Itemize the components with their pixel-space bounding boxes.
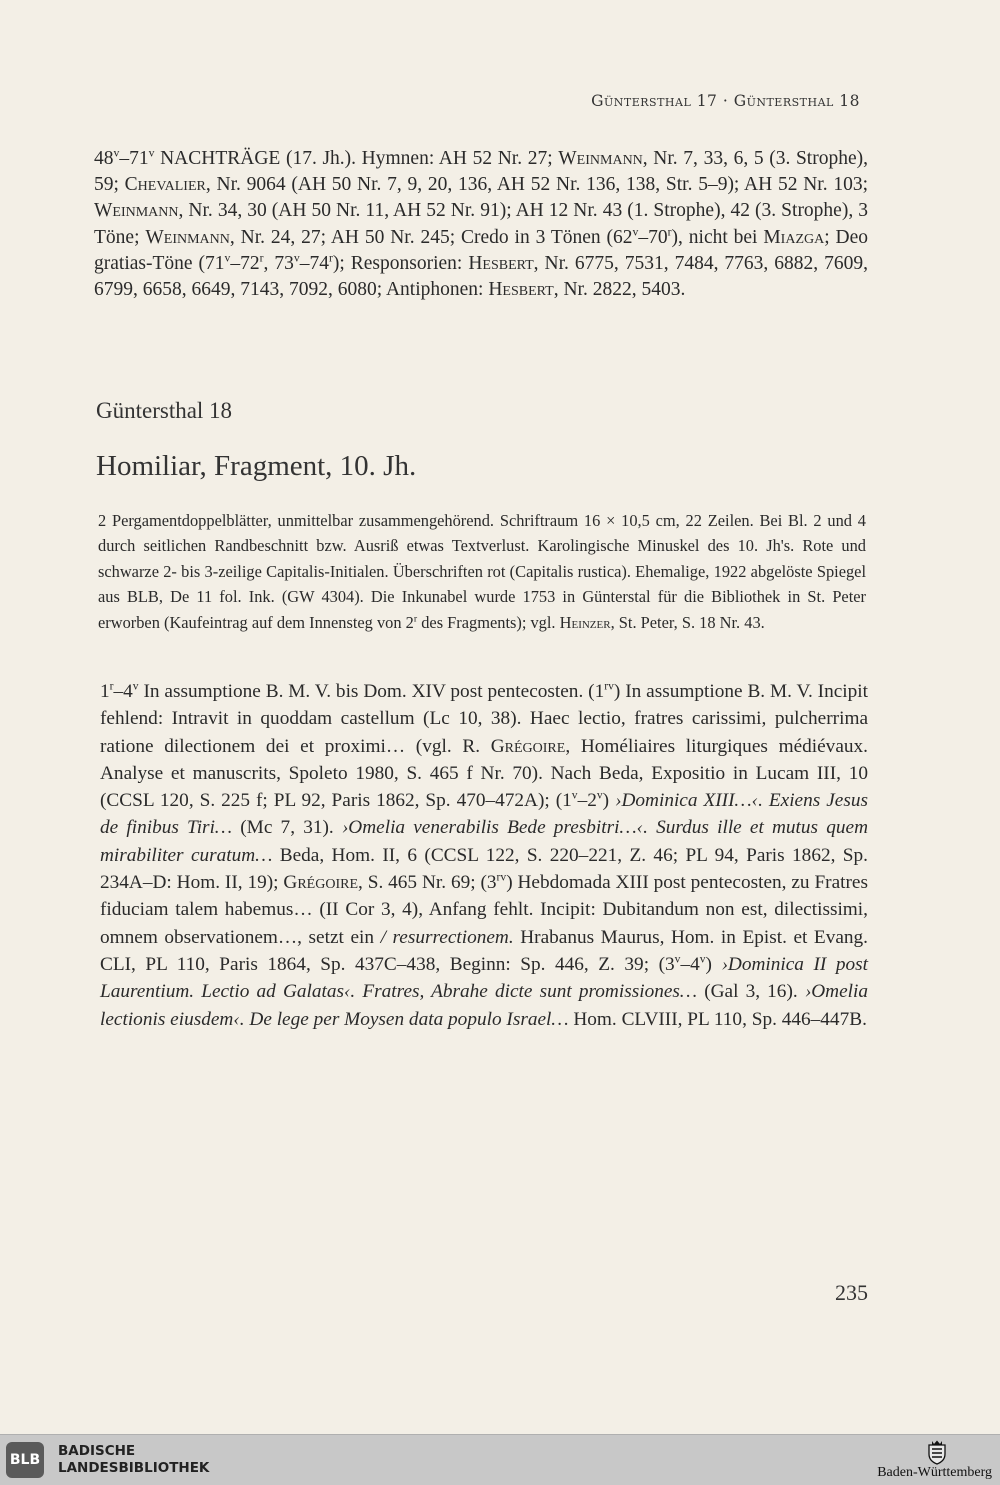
coat-of-arms-icon (926, 1439, 948, 1465)
paragraph-nachtraege: 48$^v$–71$^v$ NACHTRÄGE (17. Jh.). Hymnen: AH 52 Nr. 27; Weinmann, Nr. 7, 33, 6, 5 (3. Strophe), 59; Chevalier, Nr. 9064 (AH 50 Nr. 7, 9, 20, 136, AH 52 Nr. 136, 138, Str. 5–9); AH 52 Nr. 103; Weinmann, Nr. 34, 30 (AH 50 Nr. 11, AH 52 Nr. 91); AH 12 Nr. 43 (1. Strophe), 42 (3. Strophe), 3 Töne; Weinmann, Nr. 24, 27; AH 50 Nr. 245; Credo in 3 Tönen (62$^v$–70$^r$), nicht bei Miazga; Deo gratias-Töne (71$^v$–72$^r$, 73$^v$–74$^r$); Responsorien: Hesbert, Nr. 6775, 7531, 7484, 7763, 6882, 7609, 6799, 6658, 6649, 7143, 7092, 6080; Antiphonen: Hesbert, Nr. 2822, 5403. (94, 146, 869, 301)
entry-title: Homiliar, Fragment, 10. Jh. (96, 450, 417, 482)
library-name-line2: LANDESBIBLIOTHEK (58, 1460, 210, 1476)
physical-description: 2 Pergamentdoppelblätter, unmittelbar zusammengehörend. Schriftraum 16 × 10,5 cm, 22 Zeilen. Bei Bl. 2 und 4 durch seitlichen Randbeschnitt bzw. Ausriß etwas Textverlust. Karolingische Minuskel des 10. Jh's. Rote und schwarze 2- bis 3-zeilige Capitalis-Initialen. Überschriften rot (Capitalis rustica). Ehemalige, 1922 abgelöste Spiegel aus BLB, De 11 fol. Ink. (GW 4304). Die Inkunabel wurde 1753 in Günterstal für die Bibliothek in St. Peter erworben (Kaufeintrag auf dem Innensteg von 2$^r$ des Fragments); vgl. Heinzer, St. Peter, S. 18 Nr. 43. (98, 511, 866, 632)
footer-bar (0, 1434, 1000, 1485)
shelfmark-heading: Güntersthal 18 (96, 398, 233, 423)
library-name-line1: BADISCHE (58, 1443, 136, 1459)
page-number: 235 (835, 1280, 868, 1305)
library-name (58, 1443, 209, 1477)
running-head: Güntersthal 17 · Güntersthal 18 (591, 92, 860, 110)
state-name: Baden-Württemberg (877, 1465, 992, 1480)
blb-logo[interactable]: BLB (6, 1442, 44, 1478)
contents-description: 1$^r$–4$^v$ In assumptione B. M. V. bis Dom. XIV post pentecosten. $(1^{rv})$ In assumptione B. M. V. Incipit fehlend: Intravit in quoddam castellum (Lc 10, 38). Haec lectio, fratres carissimi, pulcherrima ratione dilectionem dei et proximi… (vgl. R. Grégoire, Homéliaires liturgiques médiévaux. Analyse et manuscrits, Spoleto 1980, S. 465 f Nr. 70). Nach Beda, Expositio in Lucam III, 10 (CCSL 120, S. 225 f; PL 92, Paris 1862, Sp. 470–472A); (1$^v$–2$^v$) ›Dominica XIII…‹. Exiens Jesus de finibus Tiri… (Mc 7, 31). ›Omelia venerabilis Bede presbitri…‹. Surdus ille et mutus quem mirabiliter curatum… Beda, Hom. II, 6 (CCSL 122, S. 220–221, Z. 46; PL 94, Paris 1862, Sp. 234A–D: Hom. II, 19); Grégoire, S. 465 Nr. 69; $(3^{rv})$ Hebdomada XIII post pentecosten, zu Fratres fiduciam talem habemus… (II Cor 3, 4), Anfang fehlt. Incipit: Dubitandum non est, dilectissimi, omnem observationem…, setzt ein / resurrectionem. Hrabanus Maurus, Hom. in Epist. et Evang. CLI, PL 110, Paris 1864, Sp. 437C–438, Beginn: Sp. 446, Z. 39; (3$^v$–4$^v$) ›Dominica II post Laurentium. Lectio ad Galatas‹. Fratres, Abrahe dicte sunt promissiones… (Gal 3, 16). ›Omelia lectionis eiusdem‹. De lege per Moysen data populo Israel… Hom. CLVIII, PL 110, Sp. 446–447B. (100, 679, 868, 1030)
